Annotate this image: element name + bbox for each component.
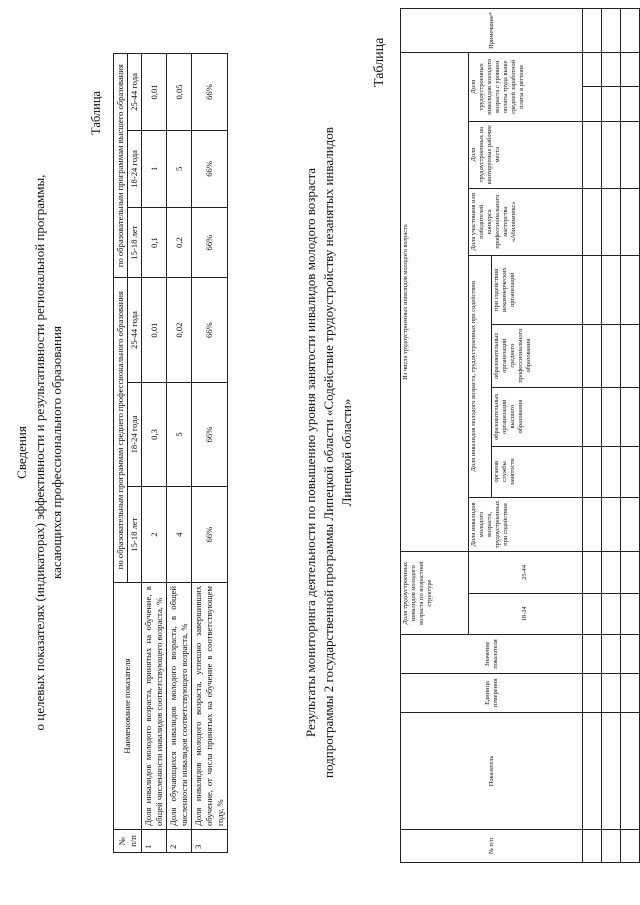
t1-header-vo: по образовательным программам высшего образования [114, 54, 128, 278]
table-row [142, 54, 167, 853]
t2-header-share-assisted: Доля инвалидов молодого возраста, трудоустроенных при содействии [468, 497, 582, 552]
t2-header-indicator: Показатель [401, 713, 583, 830]
cell-value: 66% [192, 130, 228, 207]
table-row [602, 9, 621, 863]
table1-label: Таблица [89, 90, 103, 135]
t1-age-header: 18-24 года [128, 382, 142, 486]
t2-header-ngo: при содействии некоммерческих организаций [492, 255, 583, 324]
table-row [583, 9, 602, 863]
t1-age-header: 25-44 года [128, 278, 142, 382]
t2-header-note: Примечание* [401, 9, 583, 53]
cell-value: 66% [192, 54, 228, 131]
cell-value: 66% [192, 487, 228, 583]
t2-header-higher-ed: образовательных организаций высшего образования [492, 387, 583, 446]
row-number: 2 [167, 830, 192, 853]
t2-header-quota: Доля трудоустроенных на квотируемые рабочие места [468, 121, 582, 188]
table-row [621, 9, 640, 863]
table-row [192, 54, 228, 853]
doc-subtitle-line1: о целевых показателях (индикаторах) эффективности и результативности региональной программы, [32, 174, 47, 731]
t1-age-header: 15-18 лет [128, 207, 142, 278]
row-number: 1 [142, 830, 167, 853]
cell-value: 4 [167, 487, 192, 583]
t2-header-num: № п/п [401, 830, 583, 863]
t1-age-header: 18-24 года [128, 130, 142, 207]
indicator-name: Доля обучающихся инвалидов молодого возраста, в общей численности инвалидов соответствующего возраста, % [167, 583, 192, 830]
t1-header-name: Наименование показателя [114, 583, 142, 830]
cell-value: 0,3 [142, 382, 167, 486]
table2-monitoring [400, 8, 640, 863]
table1-indicators [113, 53, 228, 853]
t2-header-age-structure: Доля трудоустроенных инвалидов молодого возраста по возрастной структуре [401, 552, 469, 635]
t2-header-employment-service: органов службы занятости [492, 446, 583, 497]
section2-title-line2: подпрограммы 2 государственной программы Липецкой области «Содействие трудоустройству незанятых инвалидов [321, 127, 336, 778]
cell-value: 0,05 [167, 54, 192, 131]
cell-value: 0,02 [167, 278, 192, 382]
cell-value: 5 [167, 130, 192, 207]
cell-value: 5 [167, 382, 192, 486]
cell-value: 66% [192, 207, 228, 278]
t1-age-header: 15-18 лет [128, 487, 142, 583]
cell-value: 0,01 [142, 278, 167, 382]
t2-header-secondary-ed: образовательных организаций среднего профессионального образования [492, 324, 583, 387]
indicator-name: Доля инвалидов молодого возраста, принятых на обучение, в общей численности инвалидов соответствующего возраста, % [142, 583, 167, 830]
section2-title-line1: Результаты мониторинга деятельности по повышению уровня занятости инвалидов молодого возраста [303, 167, 318, 738]
t2-header-abilympics: Доля участников или победителей конкурса профессионального мастерства «Абилимпикс» [468, 188, 582, 255]
t1-header-spo: по образовательным программам среднего профессионального образования [114, 278, 128, 583]
t2-header-assisted-by: Доля инвалидов молодого возраста, трудоустроенных при содействии [468, 255, 491, 497]
section2-title-line3: Липецкой области» [339, 398, 354, 507]
cell-value: 0,2 [167, 207, 192, 278]
cell-value: 66% [192, 278, 228, 382]
doc-subtitle-line2: касающихся профессионального образования [49, 326, 64, 579]
cell-value: 1 [142, 130, 167, 207]
t1-header-num: № п/п [114, 830, 142, 853]
t1-age-header: 25-44 года [128, 54, 142, 131]
cell-value: 2 [142, 487, 167, 583]
t2-header-value: Значение показателя [401, 635, 583, 674]
t2-age-18-24: 18-24 [468, 593, 582, 634]
table2-label: Таблица [372, 37, 387, 87]
row-number: 3 [192, 830, 228, 853]
indicator-name: Доля инвалидов молодого возраста, успешно завершивших обучение, от числа принятых на обучение в соответствующем году, % [192, 583, 228, 830]
table-row [167, 54, 192, 853]
doc-title: Сведения [14, 426, 29, 479]
t2-header-unit: Единица измерения [401, 674, 583, 713]
cell-value: 66% [192, 382, 228, 486]
t2-age-25-44: 25-44 [468, 552, 582, 593]
cell-value: 0,1 [142, 207, 167, 278]
t2-header-wage: Доля трудоустроенных инвалидов молодого возраста с уровнем оплаты труда выше средней заработной платы в регионе [468, 52, 582, 121]
cell-value: 0,01 [142, 54, 167, 131]
t2-header-group: Из числа трудоустроенных инвалидов молодого возраста [401, 52, 469, 551]
